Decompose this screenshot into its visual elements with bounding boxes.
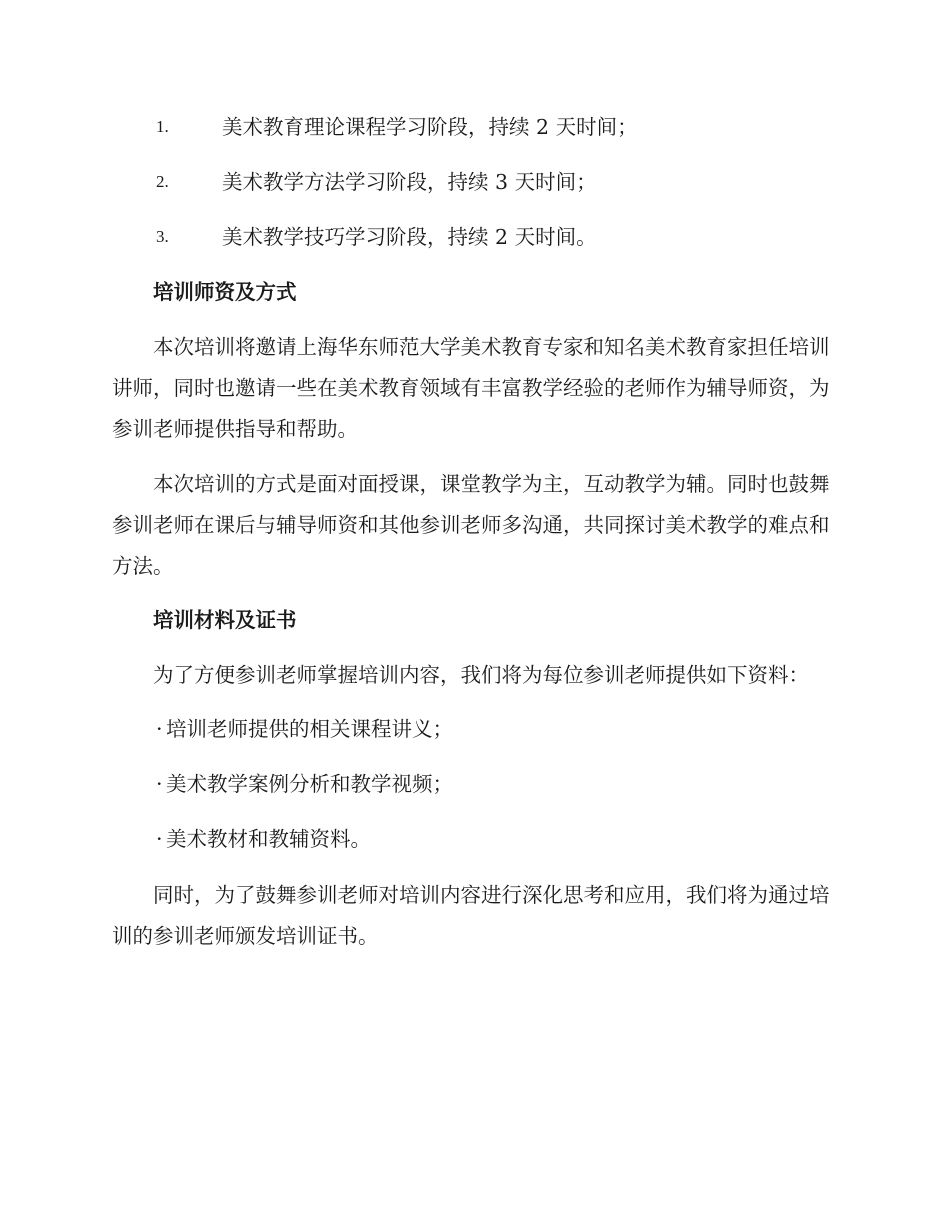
list-text: 美术教学技巧学习阶段，持续 2 天时间。 <box>222 225 597 249</box>
list-item <box>112 163 830 218</box>
section-heading-materials: 培训材料及证书 <box>153 608 297 632</box>
list-number: 3. <box>156 227 169 246</box>
numbered-list <box>112 108 830 273</box>
bullet-text: 培训老师提供的相关课程讲义； <box>166 717 453 741</box>
list-item <box>112 108 830 163</box>
list-text: 美术教育理论课程学习阶段，持续 2 天时间； <box>222 115 638 139</box>
paragraph-materials-intro: 为了方便参训老师掌握培训内容，我们将为每位参训老师提供如下资料： <box>153 663 809 687</box>
bullet-list <box>112 710 830 875</box>
bullet-text: 美术教材和教辅资料。 <box>166 827 371 851</box>
paragraph-method: 本次培训的方式是面对面授课，课堂教学为主，互动教学为辅。同时也鼓舞参训老师在课后与辅导师资和其他参训老师多沟通，共同探讨美术教学的难点和方法。 <box>112 472 830 578</box>
section-heading-faculty: 培训师资及方式 <box>153 280 297 304</box>
bullet-item <box>112 710 830 765</box>
bullet-item <box>112 820 830 875</box>
bullet-dot: · <box>156 717 163 741</box>
paragraph-faculty: 本次培训将邀请上海华东师范大学美术教育专家和知名美术教育家担任培训讲师，同时也邀请一些在美术教育领域有丰富教学经验的老师作为辅导师资，为参训老师提供指导和帮助。 <box>112 335 830 441</box>
bullet-item <box>112 765 830 820</box>
list-item <box>112 218 830 273</box>
list-number: 2. <box>156 172 169 191</box>
bullet-dot: · <box>156 827 163 851</box>
bullet-dot: · <box>156 772 163 796</box>
bullet-text: 美术教学案例分析和教学视频； <box>166 772 453 796</box>
paragraph-certificate: 同时，为了鼓舞参训老师对培训内容进行深化思考和应用，我们将为通过培训的参训老师颁发培训证书。 <box>112 883 830 948</box>
document-body <box>112 108 830 971</box>
list-number: 1. <box>156 117 169 136</box>
list-text: 美术教学方法学习阶段，持续 3 天时间； <box>222 170 597 194</box>
